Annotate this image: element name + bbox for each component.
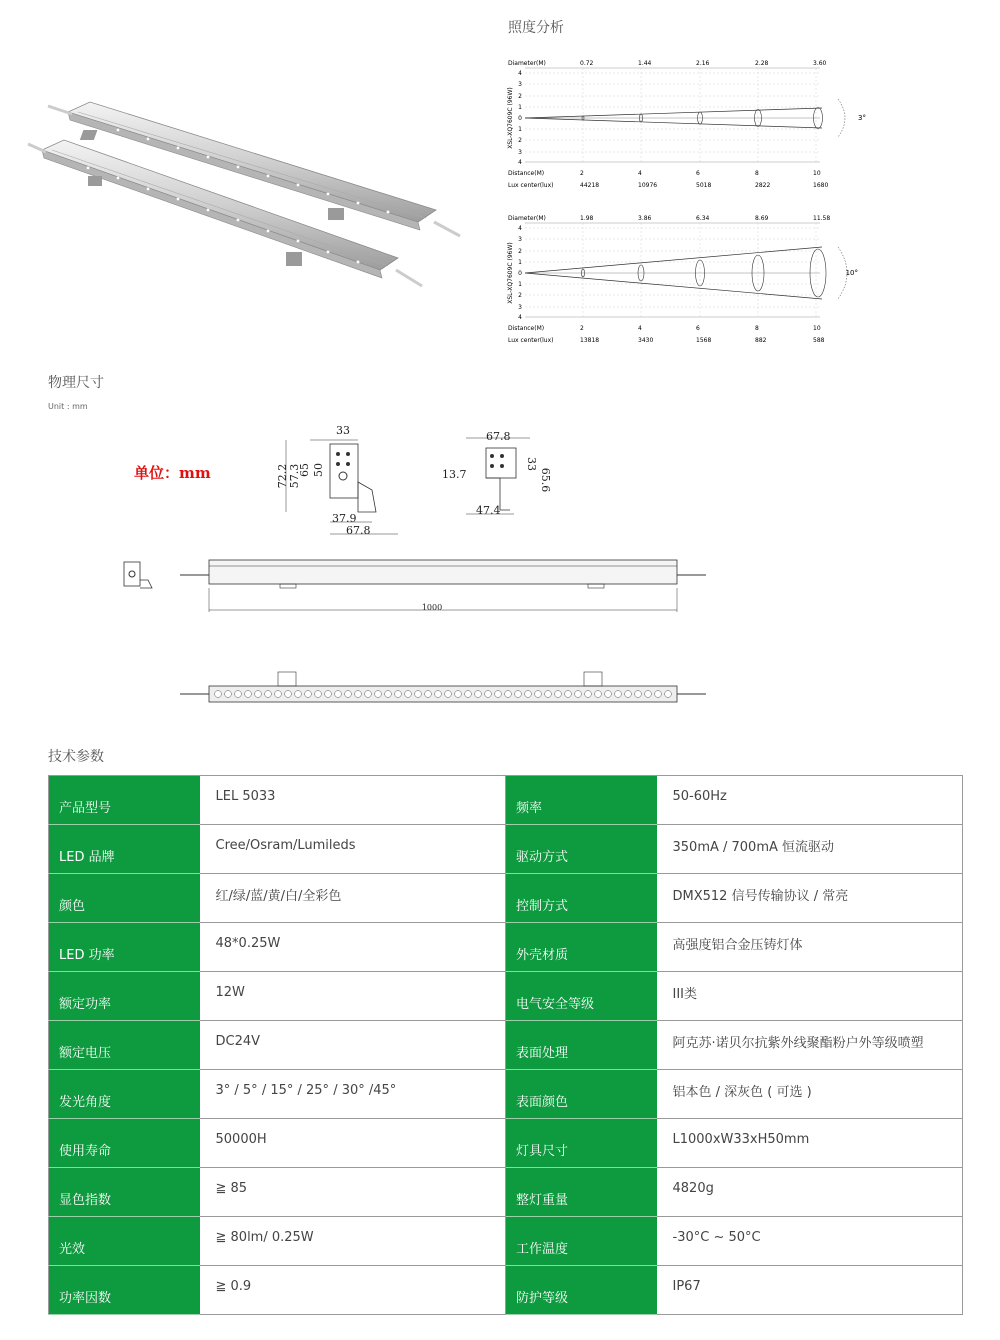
spec-row [49,972,963,1021]
beam-angle: 3° [858,114,866,122]
diameter-label: Diameter(M) [508,60,546,67]
svg-text:33: 33 [336,424,350,437]
spec-value: 高强度铝合金压铸灯体 [657,923,963,972]
svg-text:3: 3 [518,81,522,88]
svg-text:4: 4 [638,325,642,332]
spec-row [49,1266,963,1315]
spec-label: LED 功率 [49,923,200,972]
diameter-value: 3.60 [813,60,827,67]
unit-note-red: 单位：mm [134,464,211,482]
svg-text:0: 0 [518,115,522,122]
spec-label: 频率 [506,776,657,825]
beam-chart-3deg [507,60,866,189]
spec-value: 3° / 5° / 15° / 25° / 30° /45° [200,1070,506,1119]
svg-text:67.8: 67.8 [346,524,371,537]
dimensions-unit-note: Unit : mm [48,402,88,411]
svg-text:3: 3 [518,149,522,156]
spec-row [49,1021,963,1070]
spec-value: 4820g [657,1168,963,1217]
svg-text:65: 65 [298,463,311,477]
spec-value: Cree/Osram/Lumileds [200,825,506,874]
diameter-value: 0.72 [580,60,594,67]
svg-text:2: 2 [518,248,522,255]
distance-label: Distance(M) [508,325,545,332]
illuminance-heading: 照度分析 [508,20,564,36]
spec-label: 发光角度 [49,1070,200,1119]
spec-value: 红/绿/蓝/黄/白/全彩色 [200,874,506,923]
svg-text:0: 0 [518,270,522,277]
spec-value: 阿克苏·诺贝尔抗紫外线聚酯粉户外等级喷塑 [657,1021,963,1070]
svg-text:37.9: 37.9 [332,512,357,525]
svg-text:3.86: 3.86 [638,215,652,222]
spec-value: 铝本色 / 深灰色 ( 可选 ) [657,1070,963,1119]
spec-row [49,1217,963,1266]
spec-row [49,776,963,825]
spec-row [49,1119,963,1168]
svg-text:6.34: 6.34 [696,215,710,222]
spec-value: DC24V [200,1021,506,1070]
spec-label: 灯具尺寸 [506,1119,657,1168]
model-label: XSL-XQ7609C (96W) [507,87,514,149]
model-label: XSL-XQ7609C (96W) [507,242,514,304]
spec-label: 颜色 [49,874,200,923]
svg-text:4: 4 [518,225,522,232]
spec-label: 光效 [49,1217,200,1266]
svg-text:4: 4 [518,70,522,77]
spec-table [48,775,963,1315]
svg-text:2: 2 [518,93,522,100]
svg-text:1568: 1568 [696,337,712,344]
small-profile-drawing [124,562,152,588]
product-render [28,90,468,310]
svg-text:1: 1 [518,281,522,288]
svg-text:1680: 1680 [813,182,829,189]
svg-text:1: 1 [518,259,522,266]
spec-value: DMX512 信号传输协议 / 常亮 [657,874,963,923]
svg-text:1000: 1000 [421,603,443,612]
top-view-drawing [180,672,706,702]
spec-value: ≧ 0.9 [200,1266,506,1315]
illuminance-diagram [500,56,866,356]
svg-text:10: 10 [813,170,821,177]
spec-value: -30°C ~ 50°C [657,1217,963,1266]
svg-text:47.4: 47.4 [476,504,501,517]
spec-row [49,825,963,874]
spec-value: 350mA / 700mA 恒流驱动 [657,825,963,874]
svg-text:2: 2 [580,325,584,332]
svg-text:44218: 44218 [580,182,600,189]
svg-text:72.2: 72.2 [276,463,289,489]
spec-value: ≧ 80lm/ 0.25W [200,1217,506,1266]
svg-text:67.8: 67.8 [486,430,511,443]
distance-label: Distance(M) [508,170,545,177]
diameter-value: 1.44 [638,60,652,67]
lux-label: Lux center(lux) [508,182,554,189]
svg-text:8: 8 [755,170,759,177]
spec-label: 整灯重量 [506,1168,657,1217]
beam-chart-10deg [507,215,858,344]
svg-text:1: 1 [518,126,522,133]
spec-label: 外壳材质 [506,923,657,972]
spec-label: 防护等级 [506,1266,657,1315]
end-section-drawing [442,430,552,517]
svg-text:5018: 5018 [696,182,712,189]
svg-text:6: 6 [696,170,700,177]
spec-label: 产品型号 [49,776,200,825]
diameter-label: Diameter(M) [508,215,546,222]
svg-text:50: 50 [312,463,325,477]
svg-text:13.7: 13.7 [442,468,467,481]
specs-heading: 技术参数 [48,749,104,765]
spec-value: III类 [657,972,963,1021]
diameter-value: 2.16 [696,60,710,67]
svg-text:33: 33 [525,457,538,471]
spec-label: 驱动方式 [506,825,657,874]
svg-text:6: 6 [696,325,700,332]
svg-text:588: 588 [813,337,825,344]
dimension-drawings [110,420,730,720]
side-section-drawing [276,424,398,537]
spec-label: 额定电压 [49,1021,200,1070]
svg-text:3: 3 [518,236,522,243]
spec-label: 表面处理 [506,1021,657,1070]
spec-label: 使用寿命 [49,1119,200,1168]
svg-text:3430: 3430 [638,337,654,344]
spec-label: 功率因数 [49,1266,200,1315]
beam-angle: 10° [845,269,858,277]
lux-label: Lux center(lux) [508,337,554,344]
spec-value: LEL 5033 [200,776,506,825]
spec-value: L1000xW33xH50mm [657,1119,963,1168]
svg-text:2: 2 [518,292,522,299]
spec-label: 控制方式 [506,874,657,923]
svg-text:65.6: 65.6 [539,467,552,493]
svg-text:8.69: 8.69 [755,215,769,222]
spec-value: 48*0.25W [200,923,506,972]
svg-text:10: 10 [813,325,821,332]
dimensions-heading: 物理尺寸 [48,375,104,391]
svg-text:4: 4 [518,314,522,321]
svg-text:2822: 2822 [755,182,771,189]
spec-label: 电气安全等级 [506,972,657,1021]
svg-text:882: 882 [755,337,767,344]
spec-label: 额定功率 [49,972,200,1021]
spec-row [49,1168,963,1217]
spec-value: 12W [200,972,506,1021]
spec-row [49,923,963,972]
svg-text:13818: 13818 [580,337,600,344]
side-elevation-drawing [180,560,706,612]
svg-text:2: 2 [518,137,522,144]
svg-text:4: 4 [518,159,522,166]
spec-value: 50-60Hz [657,776,963,825]
spec-value: IP67 [657,1266,963,1315]
spec-value: 50000H [200,1119,506,1168]
svg-text:57.3: 57.3 [288,463,301,489]
diameter-value: 2.28 [755,60,769,67]
svg-text:11.58: 11.58 [813,215,831,222]
svg-text:8: 8 [755,325,759,332]
svg-text:1.98: 1.98 [580,215,594,222]
svg-text:10976: 10976 [638,182,658,189]
spec-label: 工作温度 [506,1217,657,1266]
spec-row [49,1070,963,1119]
spec-label: 表面颜色 [506,1070,657,1119]
spec-row [49,874,963,923]
svg-text:1: 1 [518,104,522,111]
spec-label: LED 品牌 [49,825,200,874]
spec-value: ≧ 85 [200,1168,506,1217]
svg-text:4: 4 [638,170,642,177]
svg-text:3: 3 [518,304,522,311]
svg-text:2: 2 [580,170,584,177]
spec-label: 显色指数 [49,1168,200,1217]
